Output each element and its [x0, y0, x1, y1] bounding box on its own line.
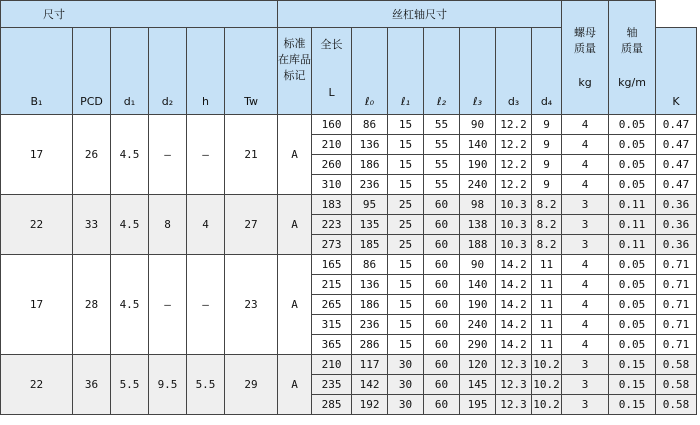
cell-k: 4 [562, 335, 609, 355]
cell-d4: 10.2 [532, 375, 562, 395]
cell-l3: 145 [460, 375, 496, 395]
cell-d3: 14.2 [496, 315, 532, 335]
cell-l1: 15 [388, 275, 424, 295]
cell-kgm: 0.36 [656, 195, 697, 215]
cell-l3: 188 [460, 235, 496, 255]
cell-kg: 0.15 [609, 375, 656, 395]
col-l2: ℓ₂ [424, 28, 460, 115]
cell-l1: 15 [388, 135, 424, 155]
total-length-label: 全长 [320, 38, 343, 51]
col-h: h [187, 28, 225, 115]
cell-h: — [187, 115, 225, 195]
cell-kgm: 0.47 [656, 115, 697, 135]
cell-l: 315 [312, 315, 352, 335]
cell-k: 4 [562, 275, 609, 295]
cell-pcd: 36 [73, 355, 111, 415]
cell-kg: 0.05 [609, 175, 656, 195]
cell-l1: 30 [388, 375, 424, 395]
cell-l: 215 [312, 275, 352, 295]
cell-d4: 8.2 [532, 215, 562, 235]
cell-l: 165 [312, 255, 352, 275]
cell-d3: 12.2 [496, 175, 532, 195]
cell-kgm: 0.71 [656, 315, 697, 335]
cell-kg: 0.11 [609, 195, 656, 215]
cell-l3: 195 [460, 395, 496, 415]
cell-l0: 136 [352, 135, 388, 155]
cell-l1: 15 [388, 315, 424, 335]
table-body [1, 115, 697, 415]
cell-kg: 0.11 [609, 235, 656, 255]
cell-kgm: 0.47 [656, 135, 697, 155]
stock-label: 标准 在库品 标记 [278, 37, 312, 82]
cell-l2: 60 [424, 355, 460, 375]
col-PCD: PCD [73, 28, 111, 115]
shaft-mass-label: 轴 质量 [621, 25, 644, 55]
cell-kgm: 0.71 [656, 255, 697, 275]
cell-d3: 12.3 [496, 355, 532, 375]
cell-l0: 117 [352, 355, 388, 375]
cell-stock: A [278, 195, 312, 255]
cell-d2: 8 [149, 195, 187, 255]
cell-d4: 11 [532, 295, 562, 315]
cell-k: 4 [562, 155, 609, 175]
cell-pcd: 26 [73, 115, 111, 195]
cell-d4: 11 [532, 275, 562, 295]
table-row [1, 195, 697, 215]
dimensions-header: 尺寸 [1, 1, 278, 28]
cell-tw: 29 [225, 355, 278, 415]
cell-l0: 186 [352, 155, 388, 175]
cell-d4: 9 [532, 135, 562, 155]
col-B1: B₁ [1, 28, 73, 115]
cell-l: 310 [312, 175, 352, 195]
shaft-mass-header [609, 1, 656, 115]
cell-l1: 15 [388, 155, 424, 175]
cell-l1: 30 [388, 395, 424, 415]
cell-kgm: 0.58 [656, 395, 697, 415]
cell-k: 3 [562, 195, 609, 215]
cell-l: 235 [312, 375, 352, 395]
cell-l0: 95 [352, 195, 388, 215]
table-row [1, 255, 697, 275]
col-l0: ℓ₀ [352, 28, 388, 115]
cell-l3: 140 [460, 135, 496, 155]
cell-kg: 0.05 [609, 115, 656, 135]
cell-tw: 23 [225, 255, 278, 355]
cell-d4: 11 [532, 335, 562, 355]
cell-l3: 98 [460, 195, 496, 215]
cell-d2: — [149, 115, 187, 195]
cell-kg: 0.05 [609, 295, 656, 315]
cell-d3: 14.2 [496, 335, 532, 355]
cell-l: 285 [312, 395, 352, 415]
cell-pcd: 28 [73, 255, 111, 355]
col-stock [278, 28, 312, 115]
cell-l0: 86 [352, 115, 388, 135]
col-Tw: Tw [225, 28, 278, 115]
cell-k: 4 [562, 135, 609, 155]
cell-kg: 0.05 [609, 255, 656, 275]
cell-l1: 15 [388, 175, 424, 195]
cell-stock: A [278, 115, 312, 195]
nut-mass-header [562, 1, 609, 115]
cell-b1: 22 [1, 355, 73, 415]
col-l1: ℓ₁ [388, 28, 424, 115]
table-row [1, 355, 697, 375]
cell-kgm: 0.71 [656, 335, 697, 355]
cell-l: 260 [312, 155, 352, 175]
cell-d4: 11 [532, 315, 562, 335]
cell-d3: 12.2 [496, 135, 532, 155]
cell-l2: 55 [424, 135, 460, 155]
col-d2: d₂ [149, 28, 187, 115]
cell-k: 3 [562, 235, 609, 255]
cell-kg: 0.15 [609, 355, 656, 375]
cell-d1: 4.5 [111, 195, 149, 255]
cell-d1: 4.5 [111, 115, 149, 195]
cell-k: 4 [562, 255, 609, 275]
cell-d4: 9 [532, 175, 562, 195]
cell-pcd: 33 [73, 195, 111, 255]
cell-l0: 236 [352, 175, 388, 195]
cell-k: 3 [562, 395, 609, 415]
cell-d3: 14.2 [496, 275, 532, 295]
cell-l2: 60 [424, 275, 460, 295]
cell-l: 273 [312, 235, 352, 255]
cell-l: 265 [312, 295, 352, 315]
cell-kgm: 0.71 [656, 275, 697, 295]
cell-h: — [187, 255, 225, 355]
cell-b1: 17 [1, 255, 73, 355]
cell-b1: 17 [1, 115, 73, 195]
cell-kgm: 0.71 [656, 295, 697, 315]
cell-l0: 142 [352, 375, 388, 395]
cell-l2: 55 [424, 115, 460, 135]
cell-d4: 10.2 [532, 355, 562, 375]
cell-k: 4 [562, 175, 609, 195]
col-L [312, 28, 352, 115]
cell-k: 3 [562, 375, 609, 395]
cell-l: 183 [312, 195, 352, 215]
cell-d4: 9 [532, 115, 562, 135]
cell-l1: 25 [388, 195, 424, 215]
cell-l1: 30 [388, 355, 424, 375]
cell-l0: 186 [352, 295, 388, 315]
cell-l0: 86 [352, 255, 388, 275]
cell-d3: 12.2 [496, 115, 532, 135]
cell-d4: 10.2 [532, 395, 562, 415]
cell-l3: 240 [460, 315, 496, 335]
cell-l2: 55 [424, 155, 460, 175]
col-l3: ℓ₃ [460, 28, 496, 115]
cell-l1: 25 [388, 235, 424, 255]
cell-k: 3 [562, 215, 609, 235]
cell-d2: 9.5 [149, 355, 187, 415]
cell-kg: 0.05 [609, 335, 656, 355]
cell-l: 365 [312, 335, 352, 355]
cell-h: 4 [187, 195, 225, 255]
cell-l2: 55 [424, 175, 460, 195]
cell-k: 4 [562, 295, 609, 315]
cell-l3: 90 [460, 115, 496, 135]
cell-k: 4 [562, 115, 609, 135]
cell-l1: 15 [388, 115, 424, 135]
cell-kg: 0.05 [609, 155, 656, 175]
col-d4: d₄ [532, 28, 562, 115]
cell-l2: 60 [424, 335, 460, 355]
shaft-mass-unit: kg/m [618, 75, 646, 89]
cell-kg: 0.15 [609, 395, 656, 415]
cell-d4: 9 [532, 155, 562, 175]
cell-d1: 5.5 [111, 355, 149, 415]
cell-kgm: 0.58 [656, 375, 697, 395]
cell-l3: 290 [460, 335, 496, 355]
cell-kgm: 0.36 [656, 215, 697, 235]
cell-kg: 0.05 [609, 275, 656, 295]
nut-mass-unit: kg [578, 75, 592, 89]
cell-l2: 60 [424, 395, 460, 415]
cell-l2: 60 [424, 295, 460, 315]
cell-l3: 138 [460, 215, 496, 235]
cell-l2: 60 [424, 235, 460, 255]
cell-d3: 14.2 [496, 255, 532, 275]
cell-d3: 14.2 [496, 295, 532, 315]
col-K: K [656, 28, 697, 115]
col-d3: d₃ [496, 28, 532, 115]
cell-stock: A [278, 255, 312, 355]
cell-l2: 60 [424, 195, 460, 215]
cell-l1: 15 [388, 335, 424, 355]
cell-l: 223 [312, 215, 352, 235]
cell-d3: 12.3 [496, 395, 532, 415]
cell-d3: 12.3 [496, 375, 532, 395]
cell-l0: 136 [352, 275, 388, 295]
L-label: L [328, 86, 335, 99]
cell-d3: 10.3 [496, 195, 532, 215]
cell-d3: 12.2 [496, 155, 532, 175]
cell-k: 3 [562, 355, 609, 375]
cell-d3: 10.3 [496, 235, 532, 255]
nut-mass-label: 螺母 质量 [574, 25, 597, 55]
cell-l0: 286 [352, 335, 388, 355]
cell-l3: 190 [460, 155, 496, 175]
cell-kg: 0.05 [609, 135, 656, 155]
cell-h: 5.5 [187, 355, 225, 415]
cell-d4: 8.2 [532, 195, 562, 215]
cell-l3: 240 [460, 175, 496, 195]
cell-l1: 15 [388, 295, 424, 315]
table-row [1, 115, 697, 135]
cell-l: 210 [312, 135, 352, 155]
cell-l3: 120 [460, 355, 496, 375]
cell-kgm: 0.58 [656, 355, 697, 375]
cell-l: 210 [312, 355, 352, 375]
cell-l1: 25 [388, 215, 424, 235]
cell-d1: 4.5 [111, 255, 149, 355]
cell-l0: 185 [352, 235, 388, 255]
cell-k: 4 [562, 315, 609, 335]
cell-tw: 21 [225, 115, 278, 195]
cell-d4: 8.2 [532, 235, 562, 255]
cell-kg: 0.11 [609, 215, 656, 235]
cell-l2: 60 [424, 255, 460, 275]
cell-l1: 15 [388, 255, 424, 275]
cell-l3: 140 [460, 275, 496, 295]
cell-l3: 90 [460, 255, 496, 275]
cell-b1: 22 [1, 195, 73, 255]
screw-shaft-header: 丝杠轴尺寸 [278, 1, 562, 28]
cell-kgm: 0.47 [656, 155, 697, 175]
cell-d4: 11 [532, 255, 562, 275]
cell-kgm: 0.47 [656, 175, 697, 195]
cell-l2: 60 [424, 315, 460, 335]
cell-l3: 190 [460, 295, 496, 315]
cell-kg: 0.05 [609, 315, 656, 335]
cell-d3: 10.3 [496, 215, 532, 235]
cell-stock: A [278, 355, 312, 415]
cell-l0: 236 [352, 315, 388, 335]
cell-l0: 192 [352, 395, 388, 415]
cell-d2: — [149, 255, 187, 355]
cell-l: 160 [312, 115, 352, 135]
cell-l2: 60 [424, 215, 460, 235]
cell-kgm: 0.36 [656, 235, 697, 255]
cell-l2: 60 [424, 375, 460, 395]
table-header [1, 1, 697, 115]
cell-tw: 27 [225, 195, 278, 255]
cell-l0: 135 [352, 215, 388, 235]
col-d1: d₁ [111, 28, 149, 115]
